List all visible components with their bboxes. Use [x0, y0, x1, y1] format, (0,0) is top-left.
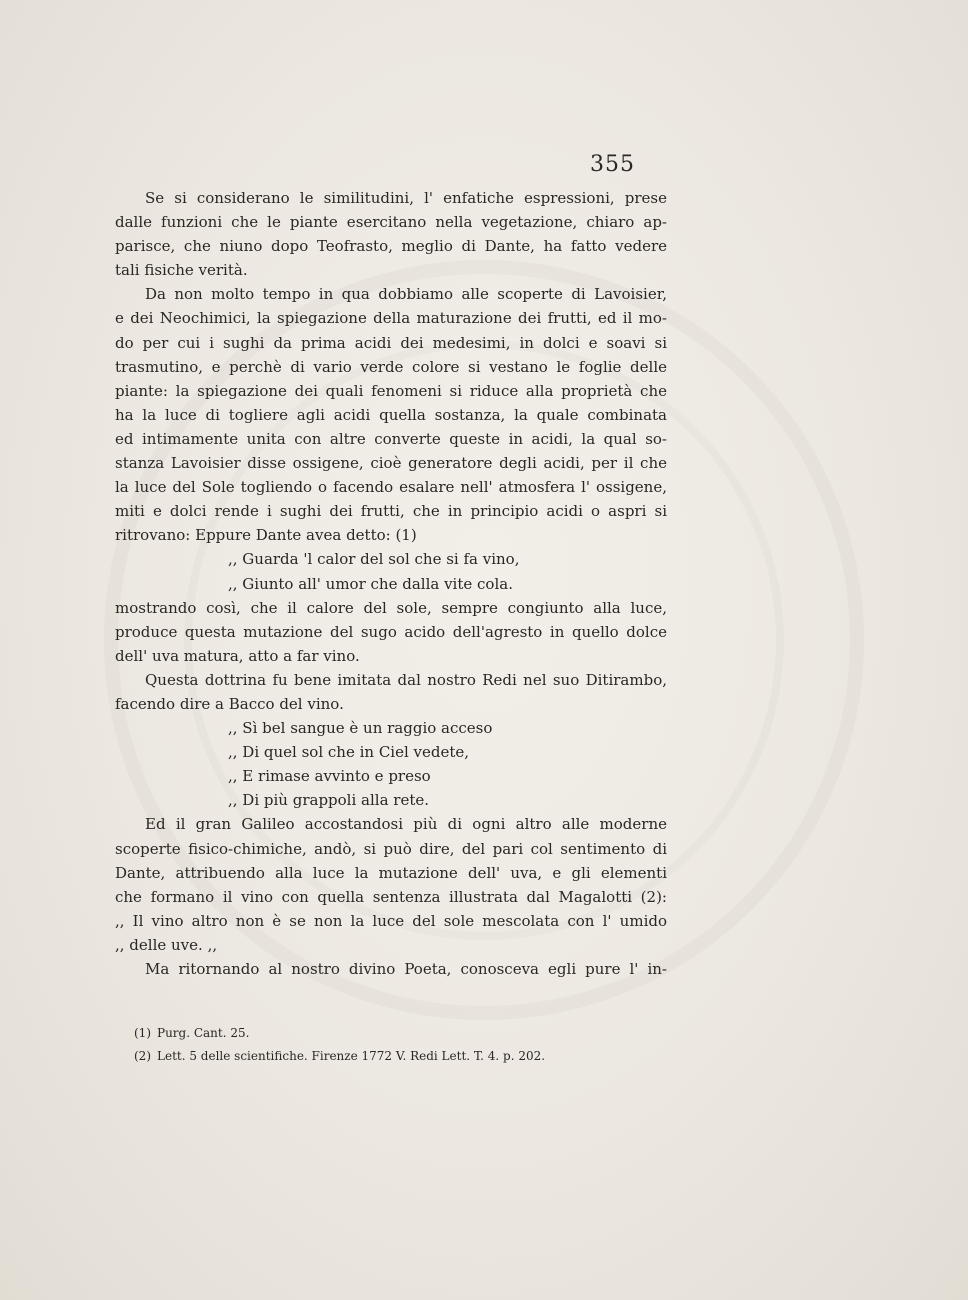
- text-line: trasmutino, e perchè di vario verde colore si vestano le foglie delle: [115, 357, 667, 376]
- text-line: Dante, attribuendo alla luce la mutazione dell' uva, e gli elementi: [115, 863, 667, 882]
- verse-line: ,, Guarda 'l calor del sol che si fa vino,: [228, 550, 520, 569]
- text-line: Se si considerano le similitudini, l' enfatiche espressioni, prese: [145, 189, 667, 207]
- footnotes: [134, 1022, 674, 1068]
- text-line: Da non molto tempo in qua dobbiamo alle scoperte di Lavoisier,: [145, 285, 667, 304]
- footnote: [134, 1022, 674, 1045]
- footnote: [134, 1045, 674, 1068]
- text-line: facendo dire a Bacco del vino.: [115, 694, 344, 713]
- text-line: la luce del Sole togliendo o facendo esalare nell' atmosfera l' ossigene,: [115, 478, 667, 497]
- text-line: ,, Il vino altro non è se non la luce del sole mescolata con l' umido: [115, 911, 667, 930]
- text-line: Questa dottrina fu bene imitata dal nostro Redi nel suo Ditirambo,: [145, 670, 667, 689]
- text-line: ha la luce di togliere agli acidi quella sostanza, la quale combinata: [115, 405, 667, 424]
- text-line: e dei Neochimici, la spiegazione della maturazione dei frutti, ed il mo-: [115, 309, 667, 328]
- footnote-mark: (2): [134, 1049, 151, 1063]
- footnote-text: Purg. Cant. 25.: [157, 1026, 250, 1040]
- text-line: ed intimamente unita con altre converte queste in acidi, la qual so-: [115, 429, 667, 448]
- footnote-mark: (1): [134, 1026, 151, 1040]
- footnote-text: Lett. 5 delle scientifiche. Firenze 1772 V. Redi Lett. T. 4. p. 202.: [157, 1049, 546, 1063]
- text-line: stanza Lavoisier disse ossigene, cioè generatore degli acidi, per il che: [115, 454, 667, 473]
- text-line: miti e dolci rende i sughi dei frutti, che in principio acidi o aspri si: [115, 502, 667, 521]
- verse-line: ,, Giunto all' umor che dalla vite cola.: [228, 574, 513, 593]
- verse-line: ,, Di quel sol che in Ciel vedete,: [228, 743, 470, 762]
- text-line: do per cui i sughi da prima acidi dei medesimi, in dolci e soavi si: [115, 333, 667, 352]
- body-text: [115, 186, 667, 981]
- text-line: ,, delle uve. ,,: [115, 935, 218, 954]
- verse-line: ,, Di più grappoli alla rete.: [228, 791, 430, 810]
- text-line: ritrovano: Eppure Dante avea detto: (1): [115, 526, 417, 545]
- text-line: dalle funzioni che le piante esercitano nella vegetazione, chiaro ap-: [115, 213, 667, 232]
- text-line: tali fisiche verità.: [115, 261, 248, 280]
- text-line: piante: la spiegazione dei quali fenomeni si riduce alla proprietà che: [115, 381, 667, 400]
- text-line: produce questa mutazione del sugo acido dell'agresto in quello dolce: [115, 622, 667, 641]
- page-number: 355: [590, 152, 635, 177]
- text-line: Ma ritornando al nostro divino Poeta, conosceva egli pure l' in-: [145, 960, 667, 978]
- text-line: che formano il vino con quella sentenza illustrata dal Magalotti (2):: [115, 887, 667, 906]
- verse-line: ,, Sì bel sangue è un raggio acceso: [228, 719, 493, 738]
- text-line: mostrando così, che il calore del sole, sempre congiunto alla luce,: [115, 598, 667, 617]
- text-line: Ed il gran Galileo accostandosi più di ogni altro alle moderne: [145, 815, 667, 834]
- text-line: scoperte fisico-chimiche, andò, si può dire, del pari col sentimento di: [115, 839, 667, 858]
- verse-line: ,, E rimase avvinto e preso: [228, 767, 431, 786]
- text-line: parisce, che niuno dopo Teofrasto, meglio di Dante, ha fatto vedere: [115, 237, 667, 256]
- text-line: dell' uva matura, atto a far vino.: [115, 646, 360, 665]
